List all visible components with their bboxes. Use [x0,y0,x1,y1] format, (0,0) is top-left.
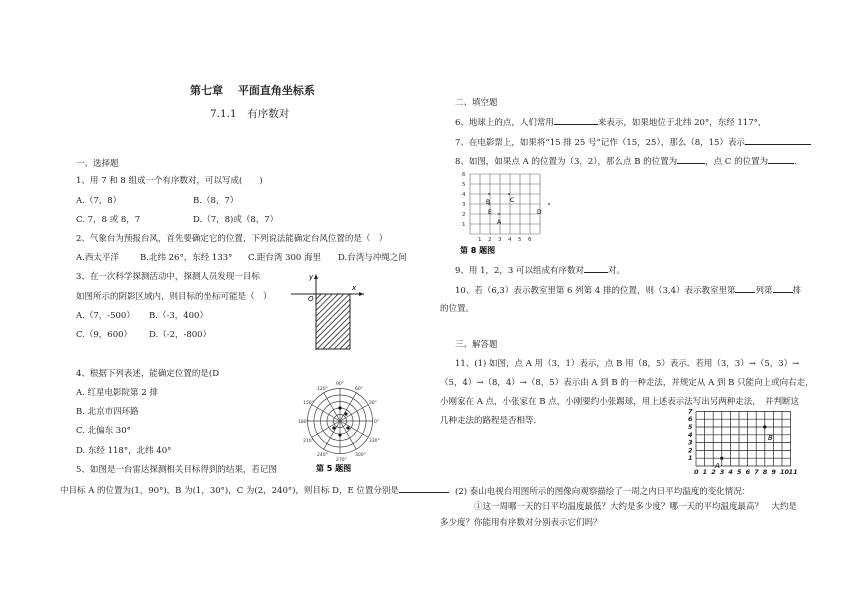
q11-line3: 小刚家在 A 点，小张家在 B 点，小刚要约小张踢球，用上述表示法写出另两种走法， 并判断这 [440,397,799,407]
q9-text-b: 对。 [608,266,626,276]
grid11-x-tick: 6 [745,468,751,476]
radar-angle-label: 210° [303,439,314,444]
q11-part2-line1: (2) 泰山电视台用图所示的图像向观察描绘了一周之内日平均温度的变化情况： [455,487,751,497]
q4-option-b: B. 北京市四环路 [76,407,139,417]
q8-point-e: E [488,209,492,216]
q8-text-c: ． [794,157,803,167]
q11-point-b: B [768,434,773,442]
grid8-x-tick: 2 [488,237,492,243]
q3-option-d: D.（-2，-800） [149,330,212,340]
q3-option-a: A.（7，-500） [76,311,135,321]
grid11-x-tick: 1 [702,468,708,476]
q1-option-a: A.（7，8） [76,196,122,206]
q3-option-b: B.（-3，400） [149,311,208,321]
q3-x-label: x [352,284,357,292]
q1-option-b: B.（8，7） [193,196,239,206]
q3-figure [288,270,368,352]
q6-text-b: 来表示，如果地位于北纬 20°，东经 117°， [597,118,767,128]
q2-option-b: B.北纬 26°，东经 133° [140,253,233,263]
grid11-y-tick: 3 [688,438,693,447]
grid8-point [488,193,490,195]
radar-target [344,412,347,415]
grid8-y-tick: 4 [462,192,466,198]
q11-part2-line2: ①这一周哪一天的日平均温度最低？大约是多少度？哪一天的平均温度最高？ 大约是 [474,502,798,512]
grid8-y-tick: 6 [462,172,466,178]
q2-option-c: C.距台湾 300 海里 [248,253,322,263]
q8-blank-b[interactable] [677,154,705,164]
q3-option-c: C.（9，600） [76,330,133,340]
q10-blank-col[interactable] [735,283,755,293]
q5-line1: 5、如图是一台雷达探测相关目标得到的结果，若记图 [76,465,277,475]
grid8-x-tick: 3 [498,237,502,243]
radar-target [338,406,341,409]
q8-caption: 第 8 题图 [460,246,496,255]
radar-angle-label: 240° [317,452,328,458]
q11-line4: 几种走法的路程是否相等． [440,416,543,426]
grid11-x-tick: 5 [737,468,742,476]
q6 [455,115,766,128]
grid11-point-a [720,457,723,460]
q8 [455,154,803,167]
radar-angle-label: 60° [355,387,363,393]
grid11-x-tick: 8 [762,468,768,476]
section-title: 7.1.1 有序数对 [210,108,290,120]
grid8-y-tick: 2 [462,212,466,218]
q3-origin-label: O [308,295,314,303]
q11-part2-line3: 多少度？你能用有序数对分别表示它们吗？ [440,518,602,528]
q4-option-d: D. 东经 118°，北纬 40° [76,446,172,456]
grid11-x-tick: 7 [754,468,759,476]
part1-heading: 一、选择题 [76,159,119,169]
part2-heading: 二、填空题 [455,98,498,108]
q10-blank-row[interactable] [773,283,793,293]
q10-text-c: 排 [792,286,802,296]
grid11-y-tick: 2 [688,446,693,455]
grid8-x-tick: 6 [528,237,532,243]
q5-answer-blank[interactable] [399,483,449,493]
grid11-x-tick: 11 [788,468,798,476]
radar-angle-label: 30° [368,401,377,406]
q7-answer-blank[interactable] [745,135,811,145]
q10-text-b: 列第 [755,286,773,296]
grid11-y-tick: 5 [688,423,693,431]
grid8-point [508,193,510,195]
grid11-x-tick: 3 [719,468,725,476]
radar-target [338,433,341,436]
grid8-x-tick: 4 [508,237,512,243]
q6-answer-blank[interactable] [554,115,598,125]
q11-line2: （5，4）→（8，4）→（8，5）表示由 A 到 B 的一种走法，并规定从 A 到 B 只能向上或向右走， [440,378,814,388]
radar-angle-label: 330° [368,439,380,444]
q8-text-a: 8、如图，如果点 A 的位置为（3，2），那么点 B 的位置为 [455,157,678,167]
q5-text: 中目标 A 的位置为(1，90°)，B 为(1，30°)，C 为(2，240°)，则目标 D，E 位置分别是 [60,486,399,496]
radar-angle-label: 180° [298,420,309,425]
radar-figure [300,383,380,473]
q8-text-b: ，点 C 的位置为 [705,157,769,167]
grid8-y-tick: 5 [462,182,466,188]
q10-line2: 的位置。 [440,304,475,314]
q11-point-a: A [715,462,720,470]
q11-line1: 11、(1) 如图，点 A 用（3，1）表示，点 B 用（8，5）表示．若用（3，3）→（5，3）→ [455,359,800,369]
q8-grid-figure [460,168,550,256]
radar-angle-label: 0° [374,420,380,425]
grid11-point-b [763,425,766,428]
grid11-x-tick: 2 [711,468,716,476]
q8-point-d: D [537,209,542,216]
part3-heading: 三、解答题 [455,340,498,350]
grid8-x-tick: 1 [478,237,482,243]
q3-y-label: y [309,273,314,281]
radar-caption: 第 5 题图 [316,464,352,473]
q8-blank-c[interactable] [768,154,794,164]
q2-option-d: D.台湾与冲绳之间 [338,253,407,263]
radar-angle-label: 300° [355,452,366,458]
q4-stem: 4、根据下列表述，能确定位置的是(D [76,369,220,379]
grid11-y-tick: 6 [688,415,693,424]
q7 [455,135,811,148]
grid11-y-tick: 7 [688,407,693,416]
radar-angle-label: 90° [336,382,344,387]
radar-angle-label: 270° [336,458,347,463]
grid11-x-tick: 4 [728,468,733,476]
grid8-x-tick: 5 [518,237,522,243]
grid11-x-tick: 0 [694,468,699,476]
q1-stem: 1、用 7 和 8 组成一个有序数对，可以写成( ) [76,176,263,186]
q10-text-a: 10、若（6,3）表示教室里第 6 列第 4 排的位置，则（3,4）表示教室里第 [455,286,736,296]
q4-option-a: A. 红星电影院第 2 排 [76,388,158,398]
q1-option-d: D.（7，8)或（8，7） [193,215,279,225]
q9-text-a: 9、用 1，2，3 可以组成有序数对 [455,266,585,276]
radar-angle-label: 150° [303,401,314,406]
chapter-title: 第七章 平面直角坐标系 [190,84,315,97]
q10-line1 [455,283,801,296]
q8-point-a: A [497,219,502,226]
q6-text-a: 6、地球上的点，人们常用 [455,118,554,128]
q4-option-c: C. 北偏东 30° [76,426,131,436]
radar-angle-label: 120° [317,387,328,393]
grid11-x-tick: 10 [780,468,790,476]
grid11-y-tick: 1 [688,454,693,463]
grid8-y-tick: 1 [462,222,466,228]
q5-line2 [60,483,449,496]
q8-point-b: B [486,199,491,206]
q2-stem: 2、气象台为预报台风，首先要确定它的位置，下列说法能确定台风位置的是（ ） [76,234,388,244]
q3-line2: 如图所示的阴影区域内，则目标的坐标可能是（ ） [76,292,272,302]
q1-option-c: C. 7，8 或 8，7 [76,215,141,225]
q2-option-a: A.西太平洋 [76,253,119,263]
q9 [455,263,625,276]
radar-target [346,426,349,429]
q7-text: 7、在电影票上，如果将“15 排 25 号”记作（15，25），那么（8，15）表示 [455,138,745,148]
grid8-y-tick: 3 [462,202,466,208]
grid11-y-tick: 4 [688,430,693,439]
radar-target [332,426,335,429]
q11-grid-figure [684,406,804,480]
grid8-point [548,203,550,205]
q9-answer-blank[interactable] [584,263,608,273]
grid8-point [498,213,500,215]
q8-point-c: C [510,197,515,204]
grid11-x-tick: 9 [771,468,776,476]
q3-line1: 3、在一次科学探测活动中，探测人员发现一目标 [76,272,260,282]
